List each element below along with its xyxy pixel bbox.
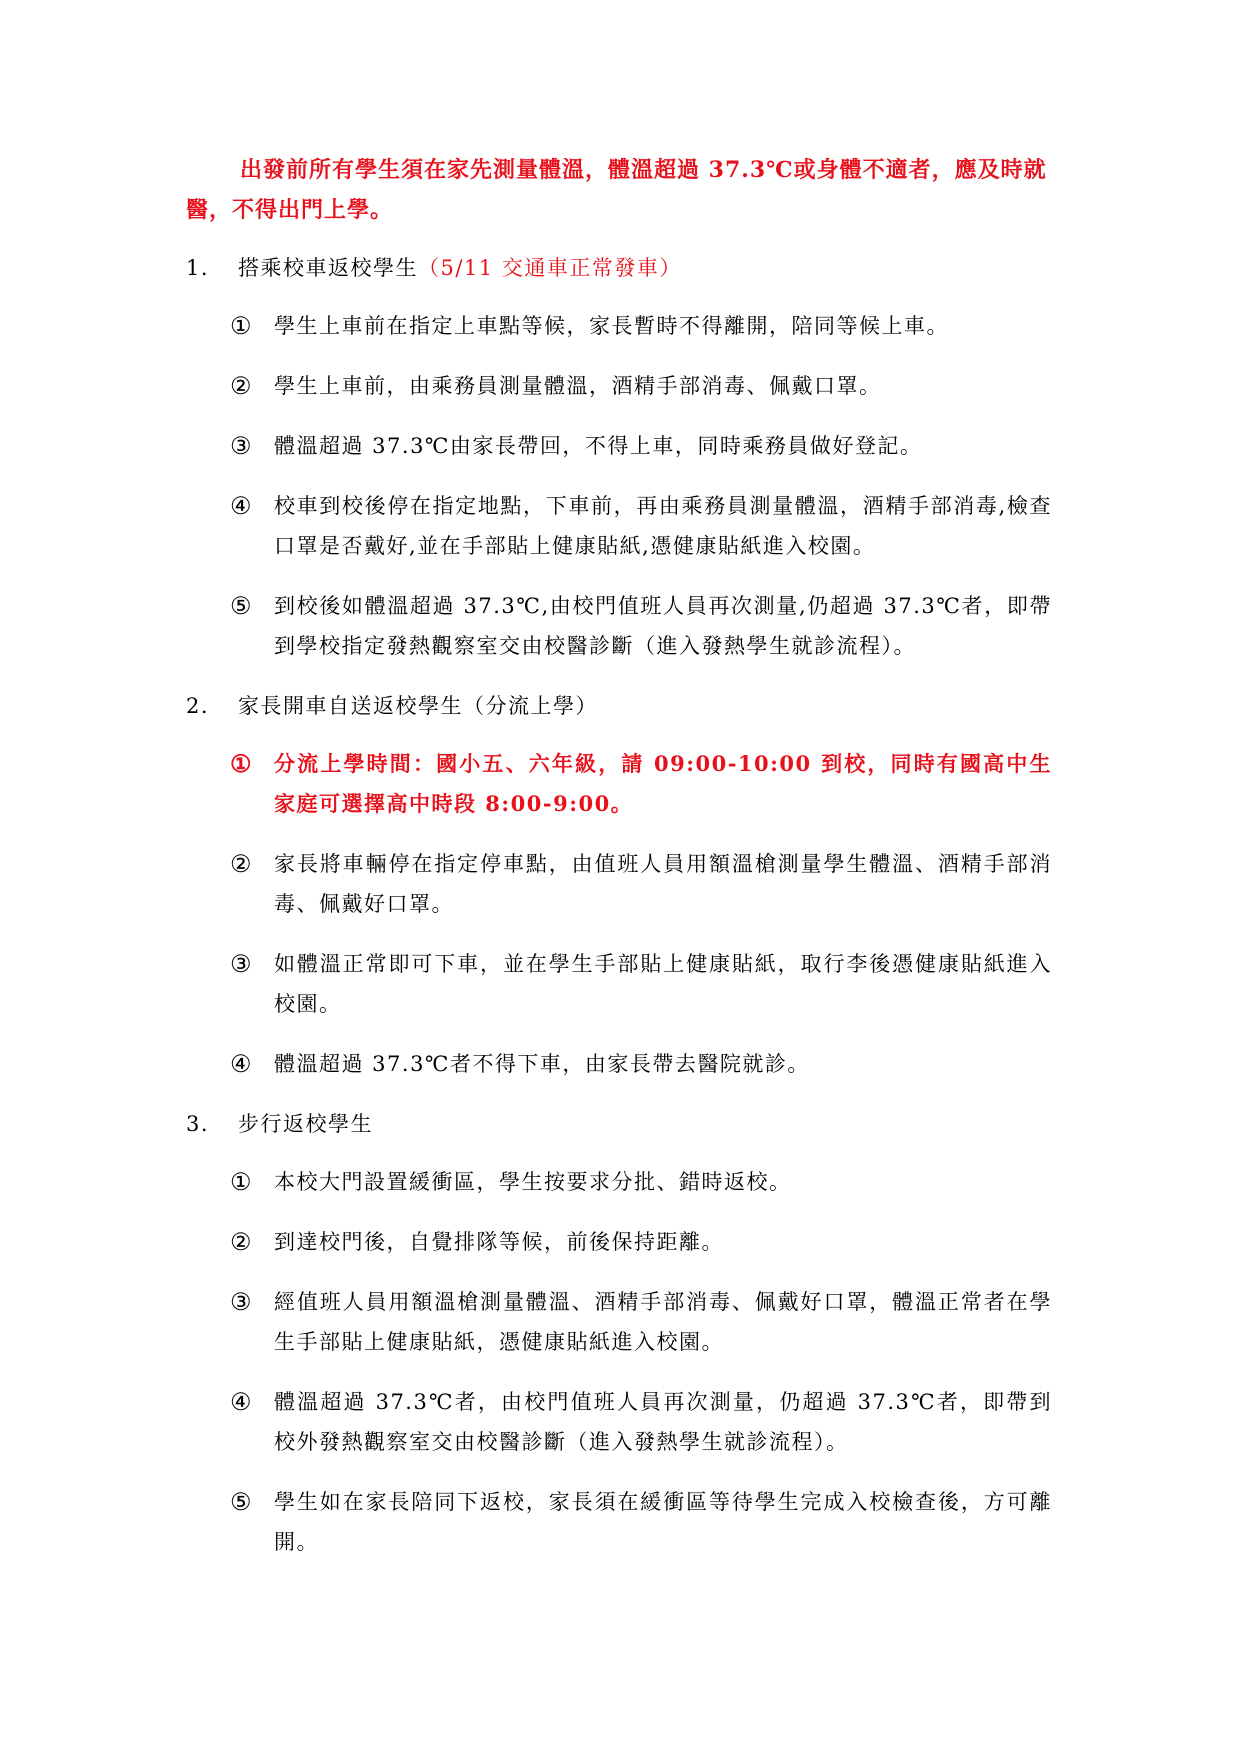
circled-number-marker: ②: [230, 850, 254, 878]
list-item: [230, 844, 1052, 924]
list-item: [230, 1482, 1052, 1562]
section-2-heading: [186, 686, 1052, 726]
list-item: [230, 586, 1052, 666]
section-number: 3.: [186, 1112, 210, 1136]
circled-number-marker: ③: [230, 950, 254, 978]
list-item-text: 經值班人員用額溫槍測量體溫、酒精手部消毒、佩戴好口罩，體溫正常者在學生手部貼上健康貼紙，憑健康貼紙進入校園。: [274, 1290, 1052, 1354]
list-item: [230, 1282, 1052, 1362]
list-item-text: 如體溫正常即可下車，並在學生手部貼上健康貼紙，取行李後憑健康貼紙進入校園。: [274, 952, 1052, 1016]
list-item-highlighted: [230, 744, 1052, 824]
section-number: 1.: [186, 256, 210, 280]
circled-number-marker: ⑤: [230, 592, 254, 620]
list-item: [230, 486, 1052, 566]
list-item-text: 體溫超過 37.3℃者，由校門值班人員再次測量，仍超過 37.3℃者，即帶到校外發熱觀察室交由校醫診斷（進入發熱學生就診流程）。: [274, 1390, 1052, 1454]
list-item-text: 分流上學時間：國小五、六年級，請 09:00-10:00 到校，同時有國高中生家庭可選擇高中時段 8:00-9:00。: [274, 751, 1052, 816]
list-item-text: 學生如在家長陪同下返校，家長須在緩衝區等待學生完成入校檢查後，方可離開。: [274, 1490, 1052, 1554]
list-item-text: 學生上車前，由乘務員測量體溫，酒精手部消毒、佩戴口罩。: [274, 374, 882, 398]
list-item-text: 家長將車輛停在指定停車點，由值班人員用額溫槍測量學生體溫、酒精手部消毒、佩戴好口罩。: [274, 852, 1052, 916]
list-item-text: 本校大門設置緩衝區，學生按要求分批、錯時返校。: [274, 1170, 792, 1194]
document-content: [186, 150, 1052, 1582]
section-1-list: [186, 306, 1052, 666]
intro-notice: 出發前所有學生須在家先測量體溫，體溫超過 37.3℃或身體不適者，應及時就醫，不得出門上學。: [186, 157, 1047, 223]
section-number: 2.: [186, 694, 210, 718]
section-3-heading: [186, 1104, 1052, 1144]
list-item-text: 校車到校後停在指定地點，下車前，再由乘務員測量體溫，酒精手部消毒,檢查口罩是否戴好,並在手部貼上健康貼紙,憑健康貼紙進入校園。: [274, 494, 1052, 558]
circled-number-marker: ⑤: [230, 1488, 254, 1516]
section-title: 家長開車自送返校學生（分流上學）: [238, 694, 598, 718]
list-item: [230, 944, 1052, 1024]
list-item: [230, 366, 1052, 406]
circled-number-marker: ②: [230, 1228, 254, 1256]
circled-number-marker: ③: [230, 1288, 254, 1316]
circled-number-marker: ④: [230, 492, 254, 520]
section-2-list: [186, 744, 1052, 1084]
list-item-text: 體溫超過 37.3℃者不得下車，由家長帶去醫院就診。: [274, 1052, 810, 1076]
section-title: 搭乘校車返校學生（5/11 交通車正常發車）: [238, 256, 682, 280]
list-item: [230, 1162, 1052, 1202]
circled-number-marker: ①: [230, 312, 254, 340]
section-note: （5/11 交通車正常發車）: [418, 256, 682, 280]
list-item-text: 到達校門後，自覺排隊等候，前後保持距離。: [274, 1230, 724, 1254]
section-1-heading: [186, 248, 1052, 288]
section-3-list: [186, 1162, 1052, 1562]
circled-number-marker: ①: [230, 749, 254, 778]
list-item: [230, 306, 1052, 346]
circled-number-marker: ③: [230, 432, 254, 460]
circled-number-marker: ④: [230, 1050, 254, 1078]
circled-number-marker: ①: [230, 1168, 254, 1196]
list-item-text: 體溫超過 37.3℃由家長帶回，不得上車，同時乘務員做好登記。: [274, 434, 923, 458]
list-item-text: 學生上車前在指定上車點等候，家長暫時不得離開，陪同等候上車。: [274, 314, 949, 338]
list-item: [230, 1222, 1052, 1262]
list-item: [230, 1382, 1052, 1462]
list-item: [230, 1044, 1052, 1084]
list-item-text: 到校後如體溫超過 37.3℃,由校門值班人員再次測量,仍超過 37.3℃者，即帶到學校指定發熱觀察室交由校醫診斷（進入發熱學生就診流程）。: [274, 594, 1052, 658]
circled-number-marker: ②: [230, 372, 254, 400]
circled-number-marker: ④: [230, 1388, 254, 1416]
list-item: [230, 426, 1052, 466]
section-title: 步行返校學生: [238, 1112, 373, 1136]
